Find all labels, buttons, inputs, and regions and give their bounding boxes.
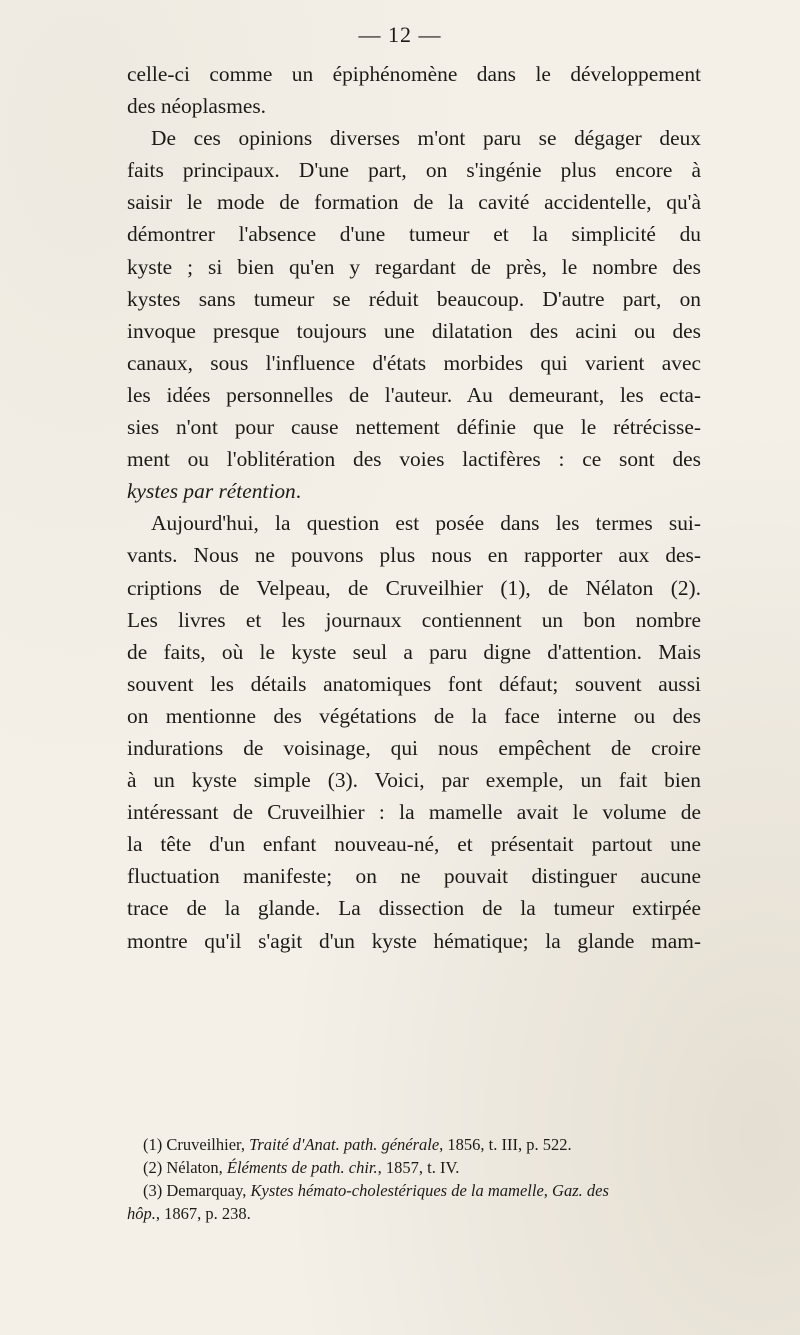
text-line: criptions de Velpeau, de Cruveilhier (1), de Nélaton (2). — [127, 575, 701, 600]
footnote-title: Traité d'Anat. path. générale — [249, 1135, 440, 1154]
text-line: vants. Nous ne pouvons plus nous en rapporter aux des- — [127, 543, 701, 568]
footnote-text: , — [543, 1181, 553, 1200]
footnote-text: (2) Nélaton, — [143, 1158, 227, 1177]
footnote-text: , 1857, t. IV. — [377, 1158, 460, 1177]
footnote-3 — [127, 1179, 701, 1202]
text-line: montre qu'il s'agit d'un kyste hématique; la glande mam- — [127, 928, 701, 953]
page-number: — 12 — — [358, 22, 442, 47]
footnotes — [127, 1133, 701, 1225]
text-line: de faits, où le kyste seul a paru digne d'attention. Mais — [127, 639, 701, 664]
text-line: invoque presque toujours une dilatation des acini ou des — [127, 318, 701, 343]
text-line: démontrer l'absence d'une tumeur et la simplicité du — [127, 222, 701, 247]
text-line: kyste ; si bien qu'en y regardant de près, le nombre des — [127, 254, 701, 279]
text-line: à un kyste simple (3). Voici, par exemple, un fait bien — [127, 768, 701, 793]
text-line: canaux, sous l'influence d'états morbides qui varient avec — [127, 350, 701, 375]
text-line: sies n'ont pour cause nettement définie que le rétrécisse- — [127, 415, 701, 440]
text-line: indurations de voisinage, qui nous empêchent de croire — [127, 735, 701, 760]
footnote-journal: Gaz. des — [552, 1181, 609, 1200]
text-line: celle-ci comme un épiphénomène dans le développement — [127, 62, 701, 86]
footnote-text: (1) Cruveilhier, — [143, 1135, 250, 1154]
text-line: trace de la glande. La dissection de la tumeur extirpée — [127, 896, 701, 921]
text-line: les idées personnelles de l'auteur. Au demeurant, les ecta- — [127, 382, 701, 407]
footnote-2 — [127, 1156, 701, 1179]
footnote-journal: hôp. — [127, 1204, 156, 1223]
text-line: De ces opinions diverses m'ont paru se dégager deux — [151, 126, 701, 151]
punctuation: . — [295, 479, 302, 504]
body-text — [127, 58, 701, 957]
text-line: on mentionne des végétations de la face interne ou des — [127, 703, 701, 728]
text-line: des néoplasmes. — [127, 94, 267, 119]
text-line: Les livres et les journaux contiennent un bon nombre — [127, 607, 701, 632]
text-line: Aujourd'hui, la question est posée dans les termes sui- — [151, 511, 701, 536]
footnote-1 — [127, 1133, 701, 1156]
footnote-text: (3) Demarquay, — [143, 1181, 251, 1200]
text-line: intéressant de Cruveilhier : la mamelle avait le volume de — [127, 800, 701, 825]
text-line: faits principaux. D'une part, on s'ingénie plus encore à — [127, 158, 701, 183]
footnote-title: Kystes hémato-cholestériques de la mamelle — [250, 1181, 544, 1200]
text-line: ment ou l'oblitération des voies lactifères : ce sont des — [127, 447, 701, 472]
footnote-text: , 1867, p. 238. — [155, 1204, 251, 1223]
text-line: souvent les détails anatomiques font défaut; souvent aussi — [127, 671, 701, 696]
footnote-3-continuation — [127, 1202, 701, 1225]
text-line: fluctuation manifeste; on ne pouvait distinguer aucune — [127, 864, 701, 889]
italic-phrase: kystes par rétention — [127, 479, 296, 504]
footnote-text: , 1856, t. III, p. 522. — [439, 1135, 572, 1154]
text-line: la tête d'un enfant nouveau-né, et présentait partout une — [127, 832, 701, 857]
footnote-title: Éléments de path. chir. — [226, 1158, 378, 1177]
text-line: saisir le mode de formation de la cavité accidentelle, qu'à — [127, 190, 701, 215]
text-line — [127, 475, 701, 507]
text-line: kystes sans tumeur se réduit beaucoup. D'autre part, on — [127, 286, 701, 311]
